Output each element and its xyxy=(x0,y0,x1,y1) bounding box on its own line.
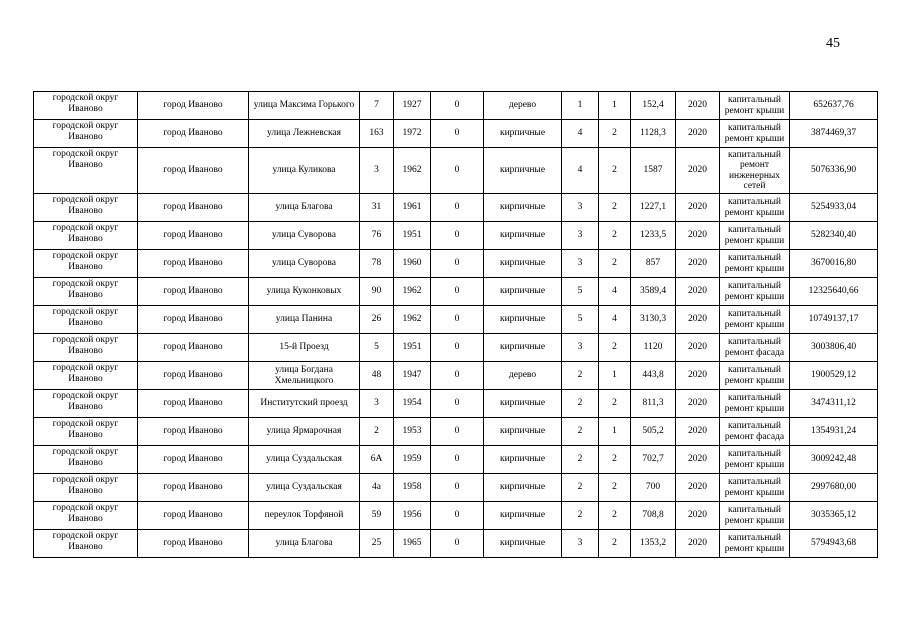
area-cell: 811,3 xyxy=(631,390,676,418)
floors-cell: 2 xyxy=(562,446,599,474)
wall-material-cell: кирпичные xyxy=(484,250,562,278)
zero-value-cell: 0 xyxy=(431,250,484,278)
table-row xyxy=(34,502,878,530)
street-cell: улица Богдана Хмельницкого xyxy=(249,362,360,390)
plan-year-cell: 2020 xyxy=(676,446,720,474)
district-cell: городской округ Иваново xyxy=(34,92,138,120)
cost-cell: 5794943,68 xyxy=(790,530,878,558)
house-number-cell: 78 xyxy=(360,250,394,278)
house-number-cell: 59 xyxy=(360,502,394,530)
floors-cell: 2 xyxy=(562,390,599,418)
entrances-cell: 2 xyxy=(599,530,631,558)
wall-material-cell: кирпичные xyxy=(484,306,562,334)
floors-cell: 3 xyxy=(562,530,599,558)
area-cell: 708,8 xyxy=(631,502,676,530)
area-cell: 505,2 xyxy=(631,418,676,446)
zero-value-cell: 0 xyxy=(431,530,484,558)
district-cell: городской округ Иваново xyxy=(34,418,138,446)
work-type-cell: капитальный ремонт фасада xyxy=(720,334,790,362)
area-cell: 700 xyxy=(631,474,676,502)
locality-cell: город Иваново xyxy=(138,390,249,418)
work-type-cell: капитальный ремонт крыши xyxy=(720,474,790,502)
work-type-cell: капитальный ремонт крыши xyxy=(720,390,790,418)
locality-cell: город Иваново xyxy=(138,194,249,222)
locality-cell: город Иваново xyxy=(138,334,249,362)
cost-cell: 10749137,17 xyxy=(790,306,878,334)
table-row xyxy=(34,278,878,306)
build-year-cell: 1953 xyxy=(394,418,431,446)
wall-material-cell: дерево xyxy=(484,92,562,120)
table-row xyxy=(34,334,878,362)
area-cell: 3130,3 xyxy=(631,306,676,334)
floors-cell: 3 xyxy=(562,222,599,250)
street-cell: улица Суздальская xyxy=(249,474,360,502)
house-number-cell: 90 xyxy=(360,278,394,306)
zero-value-cell: 0 xyxy=(431,222,484,250)
area-cell: 152,4 xyxy=(631,92,676,120)
table-body xyxy=(34,92,878,558)
house-number-cell: 4а xyxy=(360,474,394,502)
floors-cell: 3 xyxy=(562,194,599,222)
wall-material-cell: кирпичные xyxy=(484,390,562,418)
build-year-cell: 1960 xyxy=(394,250,431,278)
street-cell: улица Благова xyxy=(249,530,360,558)
entrances-cell: 2 xyxy=(599,446,631,474)
floors-cell: 4 xyxy=(562,120,599,148)
entrances-cell: 2 xyxy=(599,502,631,530)
entrances-cell: 2 xyxy=(599,120,631,148)
build-year-cell: 1972 xyxy=(394,120,431,148)
cost-cell: 1354931,24 xyxy=(790,418,878,446)
entrances-cell: 2 xyxy=(599,250,631,278)
entrances-cell: 4 xyxy=(599,306,631,334)
table-row xyxy=(34,92,878,120)
plan-year-cell: 2020 xyxy=(676,390,720,418)
district-cell: городской округ Иваново xyxy=(34,362,138,390)
wall-material-cell: кирпичные xyxy=(484,446,562,474)
plan-year-cell: 2020 xyxy=(676,334,720,362)
plan-year-cell: 2020 xyxy=(676,362,720,390)
wall-material-cell: кирпичные xyxy=(484,120,562,148)
work-type-cell: капитальный ремонт крыши xyxy=(720,530,790,558)
floors-cell: 2 xyxy=(562,502,599,530)
cost-cell: 12325640,66 xyxy=(790,278,878,306)
plan-year-cell: 2020 xyxy=(676,418,720,446)
work-type-cell: капитальный ремонт крыши xyxy=(720,278,790,306)
district-cell: городской округ Иваново xyxy=(34,530,138,558)
floors-cell: 2 xyxy=(562,362,599,390)
area-cell: 1233,5 xyxy=(631,222,676,250)
cost-cell: 5076336,90 xyxy=(790,148,878,194)
area-cell: 1128,3 xyxy=(631,120,676,148)
locality-cell: город Иваново xyxy=(138,362,249,390)
house-number-cell: 3 xyxy=(360,390,394,418)
area-cell: 3589,4 xyxy=(631,278,676,306)
table-row xyxy=(34,250,878,278)
floors-cell: 2 xyxy=(562,418,599,446)
street-cell: 15-й Проезд xyxy=(249,334,360,362)
work-type-cell: капитальный ремонт крыши xyxy=(720,502,790,530)
floors-cell: 1 xyxy=(562,92,599,120)
locality-cell: город Иваново xyxy=(138,92,249,120)
entrances-cell: 1 xyxy=(599,418,631,446)
plan-year-cell: 2020 xyxy=(676,306,720,334)
street-cell: улица Куконковых xyxy=(249,278,360,306)
house-number-cell: 6А xyxy=(360,446,394,474)
work-type-cell: капитальный ремонт крыши xyxy=(720,194,790,222)
locality-cell: город Иваново xyxy=(138,530,249,558)
house-number-cell: 7 xyxy=(360,92,394,120)
district-cell: городской округ Иваново xyxy=(34,306,138,334)
work-type-cell: капитальный ремонт фасада xyxy=(720,418,790,446)
house-number-cell: 163 xyxy=(360,120,394,148)
work-type-cell: капитальный ремонт крыши xyxy=(720,222,790,250)
cost-cell: 3035365,12 xyxy=(790,502,878,530)
wall-material-cell: кирпичные xyxy=(484,194,562,222)
table-row xyxy=(34,362,878,390)
entrances-cell: 2 xyxy=(599,222,631,250)
build-year-cell: 1947 xyxy=(394,362,431,390)
house-number-cell: 48 xyxy=(360,362,394,390)
table-row xyxy=(34,306,878,334)
table-row xyxy=(34,222,878,250)
build-year-cell: 1954 xyxy=(394,390,431,418)
cost-cell: 2997680,00 xyxy=(790,474,878,502)
plan-year-cell: 2020 xyxy=(676,530,720,558)
cost-cell: 652637,76 xyxy=(790,92,878,120)
plan-year-cell: 2020 xyxy=(676,120,720,148)
build-year-cell: 1962 xyxy=(394,306,431,334)
house-number-cell: 2 xyxy=(360,418,394,446)
house-number-cell: 5 xyxy=(360,334,394,362)
table-row xyxy=(34,474,878,502)
district-cell: городской округ Иваново xyxy=(34,502,138,530)
wall-material-cell: кирпичные xyxy=(484,418,562,446)
district-cell: городской округ Иваново xyxy=(34,334,138,362)
cost-cell: 5254933,04 xyxy=(790,194,878,222)
house-number-cell: 76 xyxy=(360,222,394,250)
entrances-cell: 2 xyxy=(599,390,631,418)
table-row xyxy=(34,530,878,558)
wall-material-cell: кирпичные xyxy=(484,222,562,250)
locality-cell: город Иваново xyxy=(138,222,249,250)
house-number-cell: 31 xyxy=(360,194,394,222)
build-year-cell: 1951 xyxy=(394,334,431,362)
work-type-cell: капитальный ремонт крыши xyxy=(720,362,790,390)
district-cell: городской округ Иваново xyxy=(34,194,138,222)
table-row xyxy=(34,148,878,194)
district-cell: городской округ Иваново xyxy=(34,474,138,502)
zero-value-cell: 0 xyxy=(431,120,484,148)
build-year-cell: 1961 xyxy=(394,194,431,222)
street-cell: улица Суворова xyxy=(249,222,360,250)
locality-cell: город Иваново xyxy=(138,148,249,194)
house-number-cell: 3 xyxy=(360,148,394,194)
street-cell: улица Панина xyxy=(249,306,360,334)
cost-cell: 3474311,12 xyxy=(790,390,878,418)
build-year-cell: 1965 xyxy=(394,530,431,558)
zero-value-cell: 0 xyxy=(431,194,484,222)
entrances-cell: 4 xyxy=(599,278,631,306)
locality-cell: город Иваново xyxy=(138,446,249,474)
work-type-cell: капитальный ремонт крыши xyxy=(720,250,790,278)
locality-cell: город Иваново xyxy=(138,278,249,306)
floors-cell: 3 xyxy=(562,334,599,362)
build-year-cell: 1962 xyxy=(394,278,431,306)
wall-material-cell: кирпичные xyxy=(484,278,562,306)
table-row xyxy=(34,120,878,148)
wall-material-cell: кирпичные xyxy=(484,502,562,530)
build-year-cell: 1962 xyxy=(394,148,431,194)
work-type-cell: капитальный ремонт крыши xyxy=(720,120,790,148)
build-year-cell: 1958 xyxy=(394,474,431,502)
repair-program-table xyxy=(33,91,878,558)
cost-cell: 5282340,40 xyxy=(790,222,878,250)
plan-year-cell: 2020 xyxy=(676,148,720,194)
table-row xyxy=(34,418,878,446)
plan-year-cell: 2020 xyxy=(676,194,720,222)
floors-cell: 5 xyxy=(562,278,599,306)
street-cell: переулок Торфяной xyxy=(249,502,360,530)
entrances-cell: 2 xyxy=(599,148,631,194)
plan-year-cell: 2020 xyxy=(676,92,720,120)
work-type-cell: капитальный ремонт крыши xyxy=(720,446,790,474)
zero-value-cell: 0 xyxy=(431,446,484,474)
street-cell: улица Лежневская xyxy=(249,120,360,148)
locality-cell: город Иваново xyxy=(138,306,249,334)
district-cell: городской округ Иваново xyxy=(34,120,138,148)
cost-cell: 3874469,37 xyxy=(790,120,878,148)
zero-value-cell: 0 xyxy=(431,306,484,334)
street-cell: улица Ярмарочная xyxy=(249,418,360,446)
wall-material-cell: кирпичные xyxy=(484,334,562,362)
district-cell: городской округ Иваново xyxy=(34,148,138,194)
area-cell: 443,8 xyxy=(631,362,676,390)
zero-value-cell: 0 xyxy=(431,92,484,120)
build-year-cell: 1951 xyxy=(394,222,431,250)
locality-cell: город Иваново xyxy=(138,120,249,148)
zero-value-cell: 0 xyxy=(431,148,484,194)
area-cell: 702,7 xyxy=(631,446,676,474)
floors-cell: 2 xyxy=(562,474,599,502)
zero-value-cell: 0 xyxy=(431,390,484,418)
locality-cell: город Иваново xyxy=(138,474,249,502)
work-type-cell: капитальный ремонт крыши xyxy=(720,92,790,120)
cost-cell: 3670016,80 xyxy=(790,250,878,278)
district-cell: городской округ Иваново xyxy=(34,222,138,250)
zero-value-cell: 0 xyxy=(431,278,484,306)
house-number-cell: 25 xyxy=(360,530,394,558)
entrances-cell: 2 xyxy=(599,334,631,362)
house-number-cell: 26 xyxy=(360,306,394,334)
plan-year-cell: 2020 xyxy=(676,474,720,502)
district-cell: городской округ Иваново xyxy=(34,278,138,306)
locality-cell: город Иваново xyxy=(138,250,249,278)
build-year-cell: 1959 xyxy=(394,446,431,474)
zero-value-cell: 0 xyxy=(431,334,484,362)
district-cell: городской округ Иваново xyxy=(34,390,138,418)
area-cell: 857 xyxy=(631,250,676,278)
build-year-cell: 1956 xyxy=(394,502,431,530)
plan-year-cell: 2020 xyxy=(676,250,720,278)
wall-material-cell: кирпичные xyxy=(484,474,562,502)
cost-cell: 1900529,12 xyxy=(790,362,878,390)
cost-cell: 3003806,40 xyxy=(790,334,878,362)
wall-material-cell: кирпичные xyxy=(484,530,562,558)
entrances-cell: 1 xyxy=(599,362,631,390)
zero-value-cell: 0 xyxy=(431,502,484,530)
entrances-cell: 1 xyxy=(599,92,631,120)
plan-year-cell: 2020 xyxy=(676,502,720,530)
table-row xyxy=(34,390,878,418)
zero-value-cell: 0 xyxy=(431,362,484,390)
locality-cell: город Иваново xyxy=(138,418,249,446)
entrances-cell: 2 xyxy=(599,474,631,502)
area-cell: 1120 xyxy=(631,334,676,362)
street-cell: улица Благова xyxy=(249,194,360,222)
floors-cell: 4 xyxy=(562,148,599,194)
work-type-cell: капитальный ремонт крыши xyxy=(720,306,790,334)
floors-cell: 3 xyxy=(562,250,599,278)
locality-cell: город Иваново xyxy=(138,502,249,530)
street-cell: улица Суздальская xyxy=(249,446,360,474)
street-cell: Институтский проезд xyxy=(249,390,360,418)
area-cell: 1587 xyxy=(631,148,676,194)
zero-value-cell: 0 xyxy=(431,418,484,446)
page-number: 45 xyxy=(826,36,840,51)
street-cell: улица Максима Горького xyxy=(249,92,360,120)
plan-year-cell: 2020 xyxy=(676,278,720,306)
street-cell: улица Куликова xyxy=(249,148,360,194)
district-cell: городской округ Иваново xyxy=(34,250,138,278)
area-cell: 1353,2 xyxy=(631,530,676,558)
street-cell: улица Суворова xyxy=(249,250,360,278)
table-row xyxy=(34,194,878,222)
zero-value-cell: 0 xyxy=(431,474,484,502)
wall-material-cell: дерево xyxy=(484,362,562,390)
plan-year-cell: 2020 xyxy=(676,222,720,250)
table-row xyxy=(34,446,878,474)
cost-cell: 3009242,48 xyxy=(790,446,878,474)
floors-cell: 5 xyxy=(562,306,599,334)
build-year-cell: 1927 xyxy=(394,92,431,120)
area-cell: 1227,1 xyxy=(631,194,676,222)
entrances-cell: 2 xyxy=(599,194,631,222)
work-type-cell: капитальный ремонт инженерных сетей xyxy=(720,148,790,194)
district-cell: городской округ Иваново xyxy=(34,446,138,474)
wall-material-cell: кирпичные xyxy=(484,148,562,194)
